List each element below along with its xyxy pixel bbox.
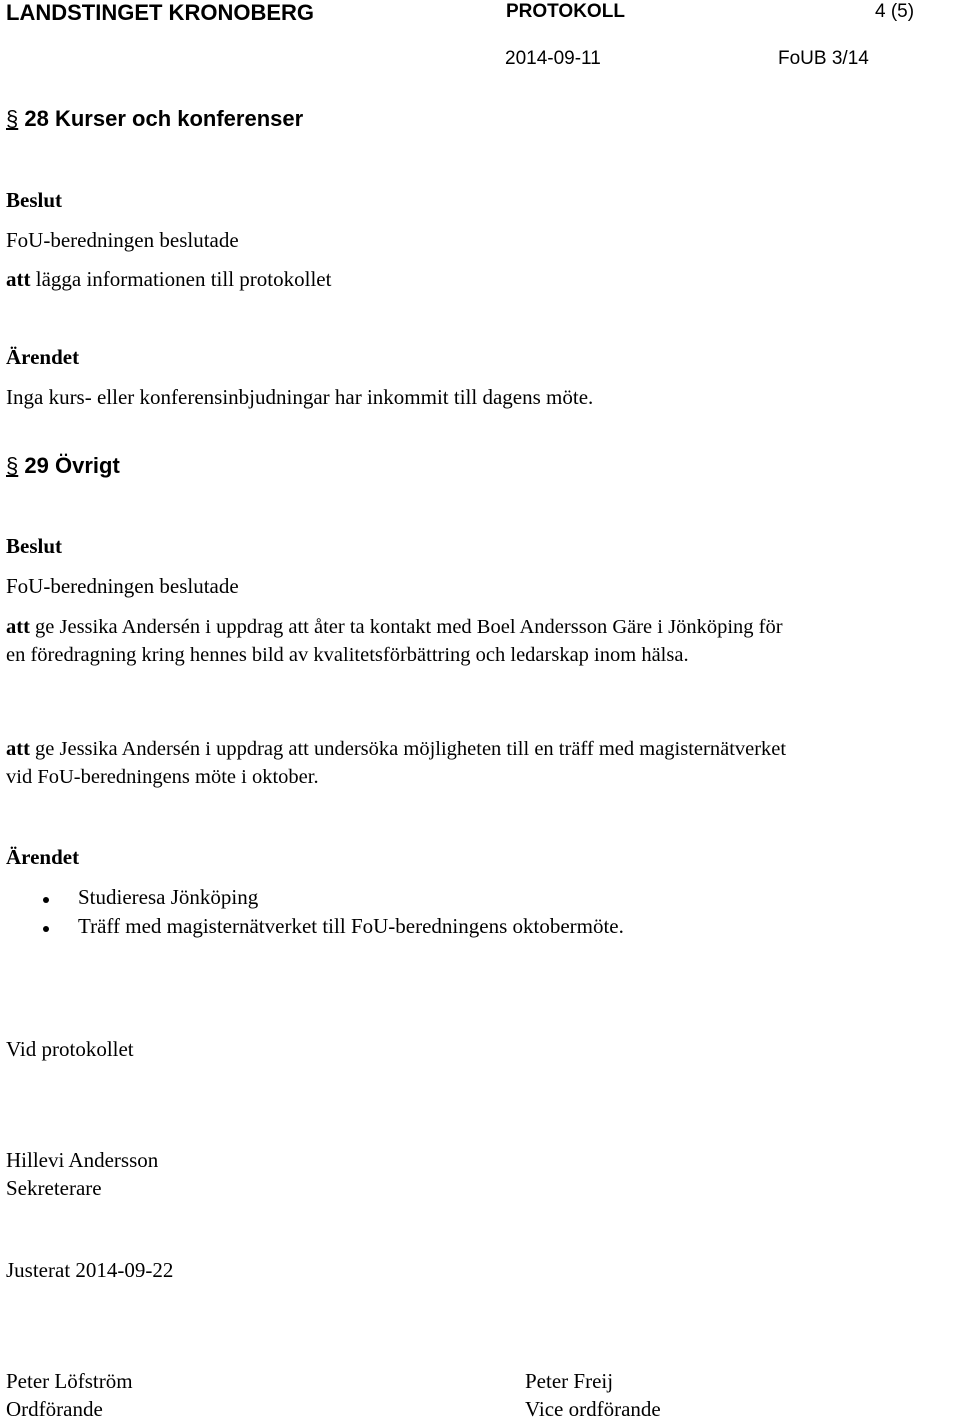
section-29-heading	[6, 453, 120, 479]
signatory-name: Peter Löfström	[6, 1369, 133, 1393]
vid-protokollet: Vid protokollet	[6, 1037, 134, 1061]
beslut-intro: FoU-beredningen beslutade	[6, 574, 239, 598]
beslut-item	[6, 735, 806, 791]
secretary-name: Hillevi Andersson	[6, 1148, 159, 1172]
att-keyword: att	[6, 738, 30, 760]
bullet-icon	[43, 926, 49, 932]
arendet-text: Inga kurs- eller konferensinbjudningar har inkommit till dagens möte.	[6, 385, 594, 409]
signatory-role: Vice ordförande	[525, 1397, 661, 1421]
beslut-intro: FoU-beredningen beslutade	[6, 228, 239, 252]
document-type: PROTOKOLL	[506, 1, 625, 22]
att-keyword: att	[6, 267, 31, 291]
beslut-item-text: ge Jessika Andersén i uppdrag att undersöka möjligheten till en träff med magisternätverket vid FoU-beredningens möte i oktober.	[6, 738, 787, 788]
section-28-heading	[6, 106, 303, 132]
section-number: 29	[24, 453, 49, 478]
arendet-heading: Ärendet	[6, 845, 80, 869]
secretary-role: Sekreterare	[6, 1176, 102, 1200]
bullet-icon	[43, 897, 49, 903]
section-number: 28	[24, 106, 49, 131]
page-number: 4 (5)	[875, 1, 915, 22]
organization-name: LANDSTINGET KRONOBERG	[6, 0, 314, 25]
section-symbol: §	[6, 106, 19, 131]
beslut-heading: Beslut	[6, 188, 63, 212]
beslut-item	[6, 613, 806, 669]
section-title: Kurser och konferenser	[54, 106, 304, 131]
section-title: Övrigt	[54, 453, 120, 478]
document-date: 2014-09-11	[505, 48, 601, 69]
beslut-heading: Beslut	[6, 534, 63, 558]
arendet-heading: Ärendet	[6, 345, 80, 369]
list-item-text: Studieresa Jönköping	[78, 885, 259, 909]
att-keyword: att	[6, 616, 30, 638]
beslut-item-text: lägga informationen till protokollet	[30, 267, 332, 291]
signatory-role: Ordförande	[6, 1397, 103, 1421]
beslut-item	[6, 267, 331, 292]
section-symbol: §	[6, 453, 19, 478]
signatory-name: Peter Freij	[525, 1369, 614, 1393]
list-item-text: Träff med magisternätverket till FoU-beredningens oktobermöte.	[78, 914, 624, 938]
document-reference: FoUB 3/14	[778, 48, 869, 69]
justerat-date: Justerat 2014-09-22	[6, 1258, 174, 1282]
beslut-item-text: ge Jessika Andersén i uppdrag att åter ta kontakt med Boel Andersson Gäre i Jönköping för en föredragning kring hennes bild av kvalitetsförbättring och ledarskap inom hälsa.	[6, 616, 783, 666]
